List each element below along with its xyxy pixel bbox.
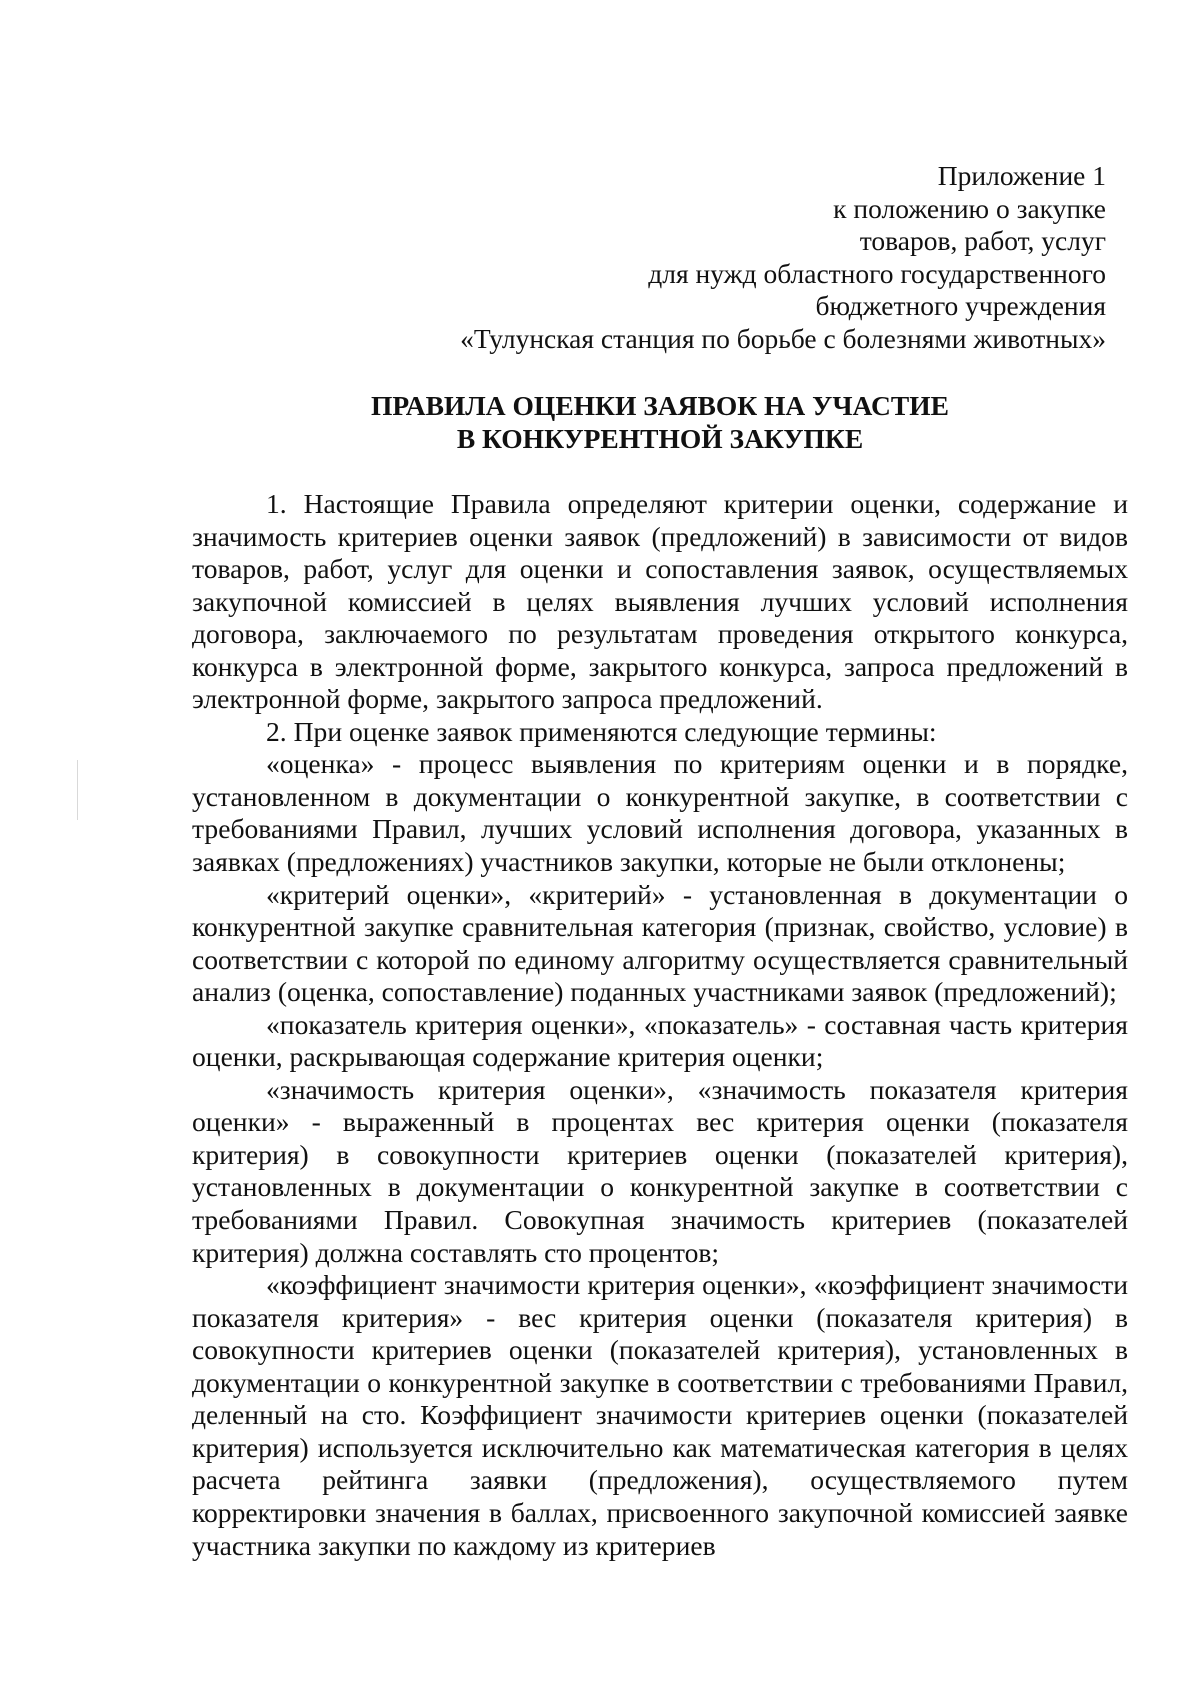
appendix-header	[206, 160, 1106, 356]
appendix-line: «Тулунская станция по борьбе с болезнями животных»	[460, 322, 1106, 354]
paragraph: «коэффициент значимости критерия оценки», «коэффициент значимости показателя критерия» - вес критерия оценки (показателя критерия) в совокупности критериев оценки (показателей критерия), установленных в документации о конкурентной закупке в соответствии с требованиями Правил, деленный на сто. Коэффициент значимости критериев оценки (показателей критерия) используется исключительно как математическая категория в целях расчета рейтинга заявки (предложения), осуществляемого путем корректировки значения в баллах, присвоенного закупочной комиссией заявке участника закупки по каждому из критериев	[192, 1269, 1128, 1561]
paragraph: «значимость критерия оценки», «значимость показателя критерия оценки» - выраженный в процентах вес критерия оценки (показателя критерия) в совокупности критериев оценки (показателей критерия), установленных в документации о конкурентной закупке в соответствии с требованиями Правил. Совокупная значимость критериев (показателей критерия) должна составлять сто процентов;	[192, 1073, 1128, 1268]
appendix-line: бюджетного учреждения	[815, 290, 1106, 322]
appendix-line: Приложение 1	[937, 160, 1106, 191]
document-title	[190, 389, 1130, 455]
appendix-line: для нужд областного государственного	[648, 257, 1106, 289]
paragraph: 2. При оценке заявок применяются следующие термины:	[266, 715, 937, 747]
paragraph: «оценка» - процесс выявления по критериям оценки и в порядке, установленном в документации о конкурентной закупке, в соответствии с требованиями Правил, лучших условий исполнения договора, указанных в заявках (предложениях) участников закупки, которые не были отклонены;	[192, 748, 1128, 878]
title-line: В КОНКУРЕНТНОЙ ЗАКУПКЕ	[456, 423, 864, 454]
paragraph: «критерий оценки», «критерий» - установленная в документации о конкурентной закупке сравнительная категория (признак, свойство, условие) в соответствии с которой по единому алгоритму осуществляется сравнительный анализ (оценка, сопоставление) поданных участниками заявок (предложений);	[192, 878, 1128, 1008]
paragraph: «показатель критерия оценки», «показатель» - составная часть критерия оценки, раскрывающая содержание критерия оценки;	[192, 1008, 1128, 1073]
appendix-line: товаров, работ, услуг	[859, 225, 1106, 257]
paragraph: 1. Настоящие Правила определяют критерии оценки, содержание и значимость критериев оценки заявок (предложений) в зависимости от видов товаров, работ, услуг для оценки и сопоставления заявок, осуществляемых закупочной комиссией в целях выявления лучших условий исполнения договора, заключаемого по результатам проведения открытого конкурса, конкурса в электронной форме, закрытого конкурса, запроса предложений в электронной форме, закрытого запроса предложений.	[192, 488, 1128, 715]
title-line: ПРАВИЛА ОЦЕНКИ ЗАЯВОК НА УЧАСТИЕ	[371, 390, 949, 421]
appendix-line: к положению о закупке	[833, 192, 1106, 224]
scan-margin-mark	[77, 760, 78, 820]
document-body	[192, 488, 1128, 1562]
